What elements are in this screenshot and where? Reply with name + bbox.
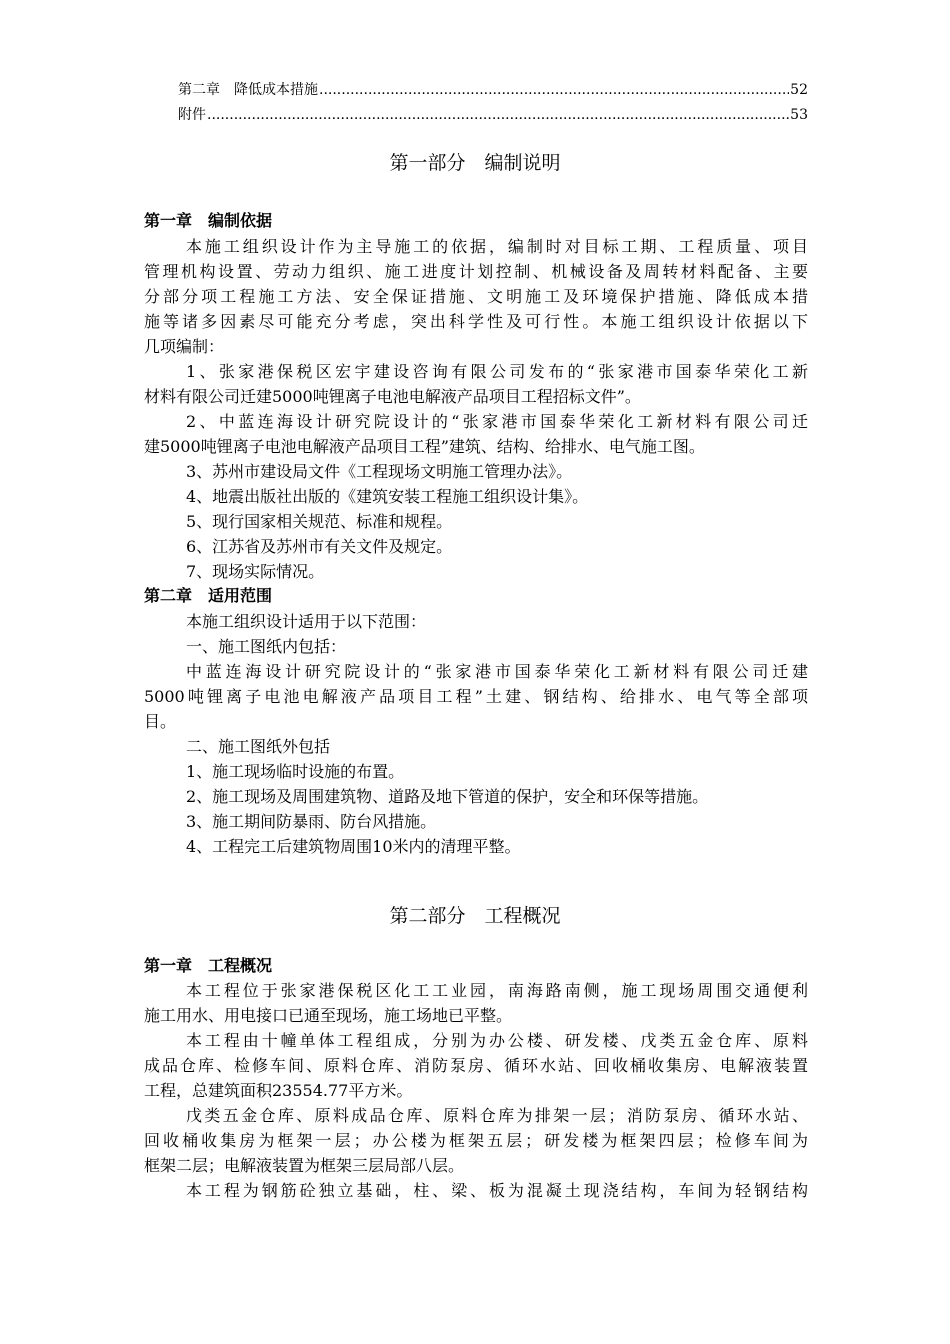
list-item: 4、地震出版社出版的《建筑安装工程施工组织设计集》。 [186,487,589,506]
chapter-title: 第一章 工程概况 [144,956,273,975]
paragraph-line: 戊类五金仓库、原料成品仓库、原料仓库为排架一层；消防泵房、循环水站、 [186,1106,808,1125]
chapter-title: 第一章 编制依据 [144,211,273,230]
toc-leader [319,80,789,100]
paragraph-line: 成品仓库、检修车间、原料仓库、消防泵房、循环水站、回收桶收集房、电解液装置 [144,1056,808,1075]
list-item: 3、苏州市建设局文件《工程现场文明施工管理办法》。 [186,462,573,481]
paragraph-line: 一、施工图纸内包括： [186,637,347,656]
paragraph-line: 管理机构设置、劳动力组织、施工进度计划控制、机械设备及周转材料配备、主要 [144,262,808,281]
toc-entry[interactable] [178,80,808,100]
toc-entry[interactable] [178,105,808,125]
list-item: 3、施工期间防暴雨、防台风措施。 [186,812,437,831]
paragraph-line: 本工程为钢筋砼独立基础，柱、梁、板为混凝土现浇结构，车间为轻钢结构 [186,1181,808,1200]
paragraph-line: 二、施工图纸外包括 [186,737,331,756]
paragraph-line: 工程，总建筑面积23554.77平方米。 [144,1081,413,1100]
list-item: 1、张家港保税区宏宇建设咨询有限公司发布的“张家港市国泰华荣化工新 [186,362,808,381]
paragraph-line: 5000吨锂离子电池电解液产品项目工程”土建、钢结构、给排水、电气等全部项 [144,687,808,706]
list-item: 建5000吨锂离子电池电解液产品项目工程”建筑、结构、给排水、电气施工图。 [144,437,705,456]
paragraph-line: 本施工组织设计适用于以下范围： [186,612,427,631]
paragraph-line: 本工程位于张家港保税区化工工业园，南海路南侧，施工现场周围交通便利 [186,981,808,1000]
list-item: 6、江苏省及苏州市有关文件及规定。 [186,537,453,556]
list-item: 2、施工现场及周围建筑物、道路及地下管道的保护，安全和环保等措施。 [186,787,709,806]
toc-page: 53 [790,107,808,123]
part-title: 第一部分 编制说明 [389,152,561,174]
paragraph-line: 目。 [144,712,177,731]
toc-leader [207,105,789,125]
paragraph-line: 本工程由十幢单体工程组成，分别为办公楼、研发楼、戊类五金仓库、原料 [186,1031,808,1050]
part-title: 第二部分 工程概况 [389,905,561,927]
paragraph-line: 分部分项工程施工方法、安全保证措施、文明施工及环境保护措施、降低成本措 [144,287,808,306]
toc-page: 52 [790,82,808,98]
list-item: 7、现场实际情况。 [186,562,325,581]
paragraph-line: 施等诸多因素尽可能充分考虑，突出科学性及可行性。本施工组织设计依据以下 [144,312,808,331]
paragraph-line: 中蓝连海设计研究院设计的“张家港市国泰华荣化工新材料有限公司迁建 [186,662,808,681]
paragraph-line: 几项编制： [144,337,225,356]
list-item: 2、中蓝连海设计研究院设计的“张家港市国泰华荣化工新材料有限公司迁 [186,412,808,431]
chapter-title: 第二章 适用范围 [144,586,273,605]
toc-label: 第二章 降低成本措施 [178,82,318,98]
paragraph-line: 施工用水、用电接口已通至现场，施工场地已平整。 [144,1006,513,1025]
paragraph-line: 框架二层；电解液装置为框架三层局部八层。 [144,1156,465,1175]
paragraph-line: 本施工组织设计作为主导施工的依据，编制时对目标工期、工程质量、项目 [186,237,808,256]
list-item: 5、现行国家相关规范、标准和规程。 [186,512,453,531]
list-item: 4、工程完工后建筑物周围10米内的清理平整。 [186,837,521,856]
list-item: 1、施工现场临时设施的布置。 [186,762,405,781]
toc-label: 附件 [178,107,206,123]
list-item: 材料有限公司迁建5000吨锂离子电池电解液产品项目工程招标文件”。 [144,387,641,406]
paragraph-line: 回收桶收集房为框架一层；办公楼为框架五层；研发楼为框架四层；检修车间为 [144,1131,808,1150]
